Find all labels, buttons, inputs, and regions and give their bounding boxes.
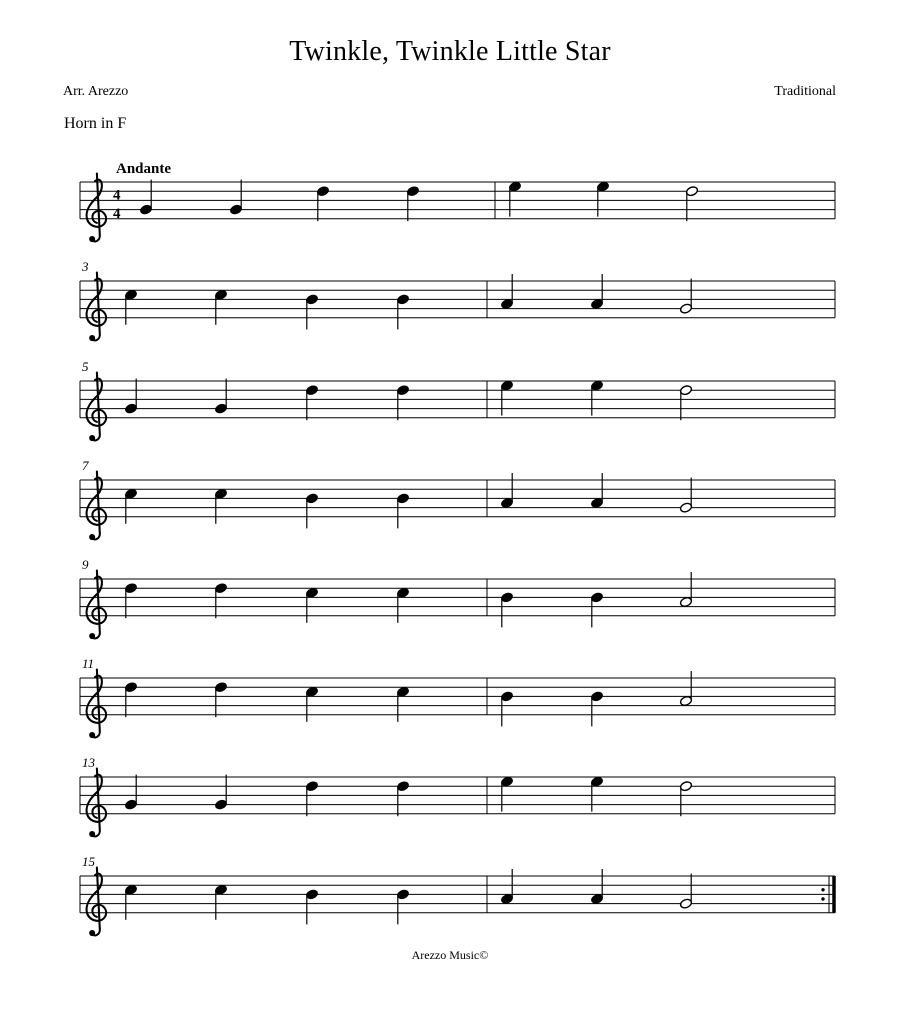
copyright-footer: Arezzo Music© (411, 948, 489, 962)
treble-clef-icon (87, 472, 107, 541)
treble-clef-icon (87, 373, 107, 442)
quarter-note (214, 289, 227, 325)
treble-clef-icon (87, 273, 107, 342)
quarter-note (139, 180, 152, 216)
staff-system (80, 259, 835, 341)
quarter-note (396, 889, 409, 925)
quarter-note (396, 587, 409, 623)
quarter-note (396, 294, 409, 330)
quarter-note (305, 780, 318, 816)
quarter-note (305, 889, 318, 925)
staff-system (80, 755, 835, 837)
quarter-note (590, 869, 603, 905)
quarter-note (396, 384, 409, 420)
staff-system (80, 656, 835, 738)
half-note (679, 780, 692, 816)
quarter-note (124, 884, 137, 920)
half-note (679, 874, 692, 910)
half-note (679, 279, 692, 315)
treble-clef-icon (87, 571, 107, 640)
quarter-note (305, 686, 318, 722)
quarter-note (214, 582, 227, 618)
quarter-note (500, 380, 513, 416)
quarter-note (596, 181, 609, 217)
quarter-note (305, 493, 318, 529)
tempo-marking: Andante (116, 161, 172, 177)
quarter-note (508, 181, 521, 217)
quarter-note (124, 582, 137, 618)
score-title: Twinkle, Twinkle Little Star (289, 36, 611, 67)
quarter-note (124, 775, 137, 811)
quarter-note (305, 294, 318, 330)
quarter-note (124, 681, 137, 717)
treble-clef-icon (87, 174, 107, 243)
quarter-note (590, 776, 603, 812)
quarter-note (396, 780, 409, 816)
quarter-note (590, 691, 603, 727)
quarter-note (124, 379, 137, 415)
quarter-note (500, 869, 513, 905)
measure-number: 15 (82, 854, 95, 869)
repeat-dot (821, 888, 824, 891)
measure-number: 11 (82, 656, 95, 671)
treble-clef-icon (87, 769, 107, 838)
quarter-note (214, 488, 227, 524)
instrument-name: Horn in F (64, 115, 127, 132)
half-note (679, 478, 692, 514)
quarter-note (590, 274, 603, 310)
half-note (679, 384, 692, 420)
quarter-note (305, 384, 318, 420)
quarter-note (316, 185, 329, 221)
quarter-note (305, 587, 318, 623)
quarter-note (590, 473, 603, 509)
quarter-note (229, 180, 242, 216)
arranger-credit: Arr. Arezzo (63, 84, 129, 99)
quarter-note (500, 691, 513, 727)
time-signature-numerator: 4 (113, 187, 121, 204)
staff-system (80, 161, 835, 242)
quarter-note (500, 592, 513, 628)
time-signature-denominator: 4 (113, 205, 121, 222)
half-note (679, 572, 692, 608)
half-note (679, 671, 692, 707)
repeat-dot (821, 897, 824, 900)
treble-clef-icon (87, 670, 107, 739)
quarter-note (214, 681, 227, 717)
quarter-note (396, 686, 409, 722)
composer-credit: Traditional (774, 84, 836, 99)
measure-number: 13 (82, 755, 95, 770)
quarter-note (214, 884, 227, 920)
half-note (685, 185, 698, 221)
quarter-note (500, 776, 513, 812)
staff-system (80, 854, 835, 936)
measure-number: 9 (82, 557, 89, 572)
quarter-note (590, 592, 603, 628)
quarter-note (124, 289, 137, 325)
quarter-note (406, 185, 419, 221)
staff-system (80, 557, 835, 639)
quarter-note (500, 274, 513, 310)
quarter-note (214, 379, 227, 415)
measure-number: 5 (82, 359, 89, 374)
quarter-note (396, 493, 409, 529)
treble-clef-icon (87, 868, 107, 937)
quarter-note (214, 775, 227, 811)
staff-system (80, 359, 835, 441)
staff-system (80, 458, 835, 540)
quarter-note (590, 380, 603, 416)
measure-number: 3 (82, 259, 89, 274)
quarter-note (124, 488, 137, 524)
quarter-note (500, 473, 513, 509)
measure-number: 7 (82, 458, 89, 473)
